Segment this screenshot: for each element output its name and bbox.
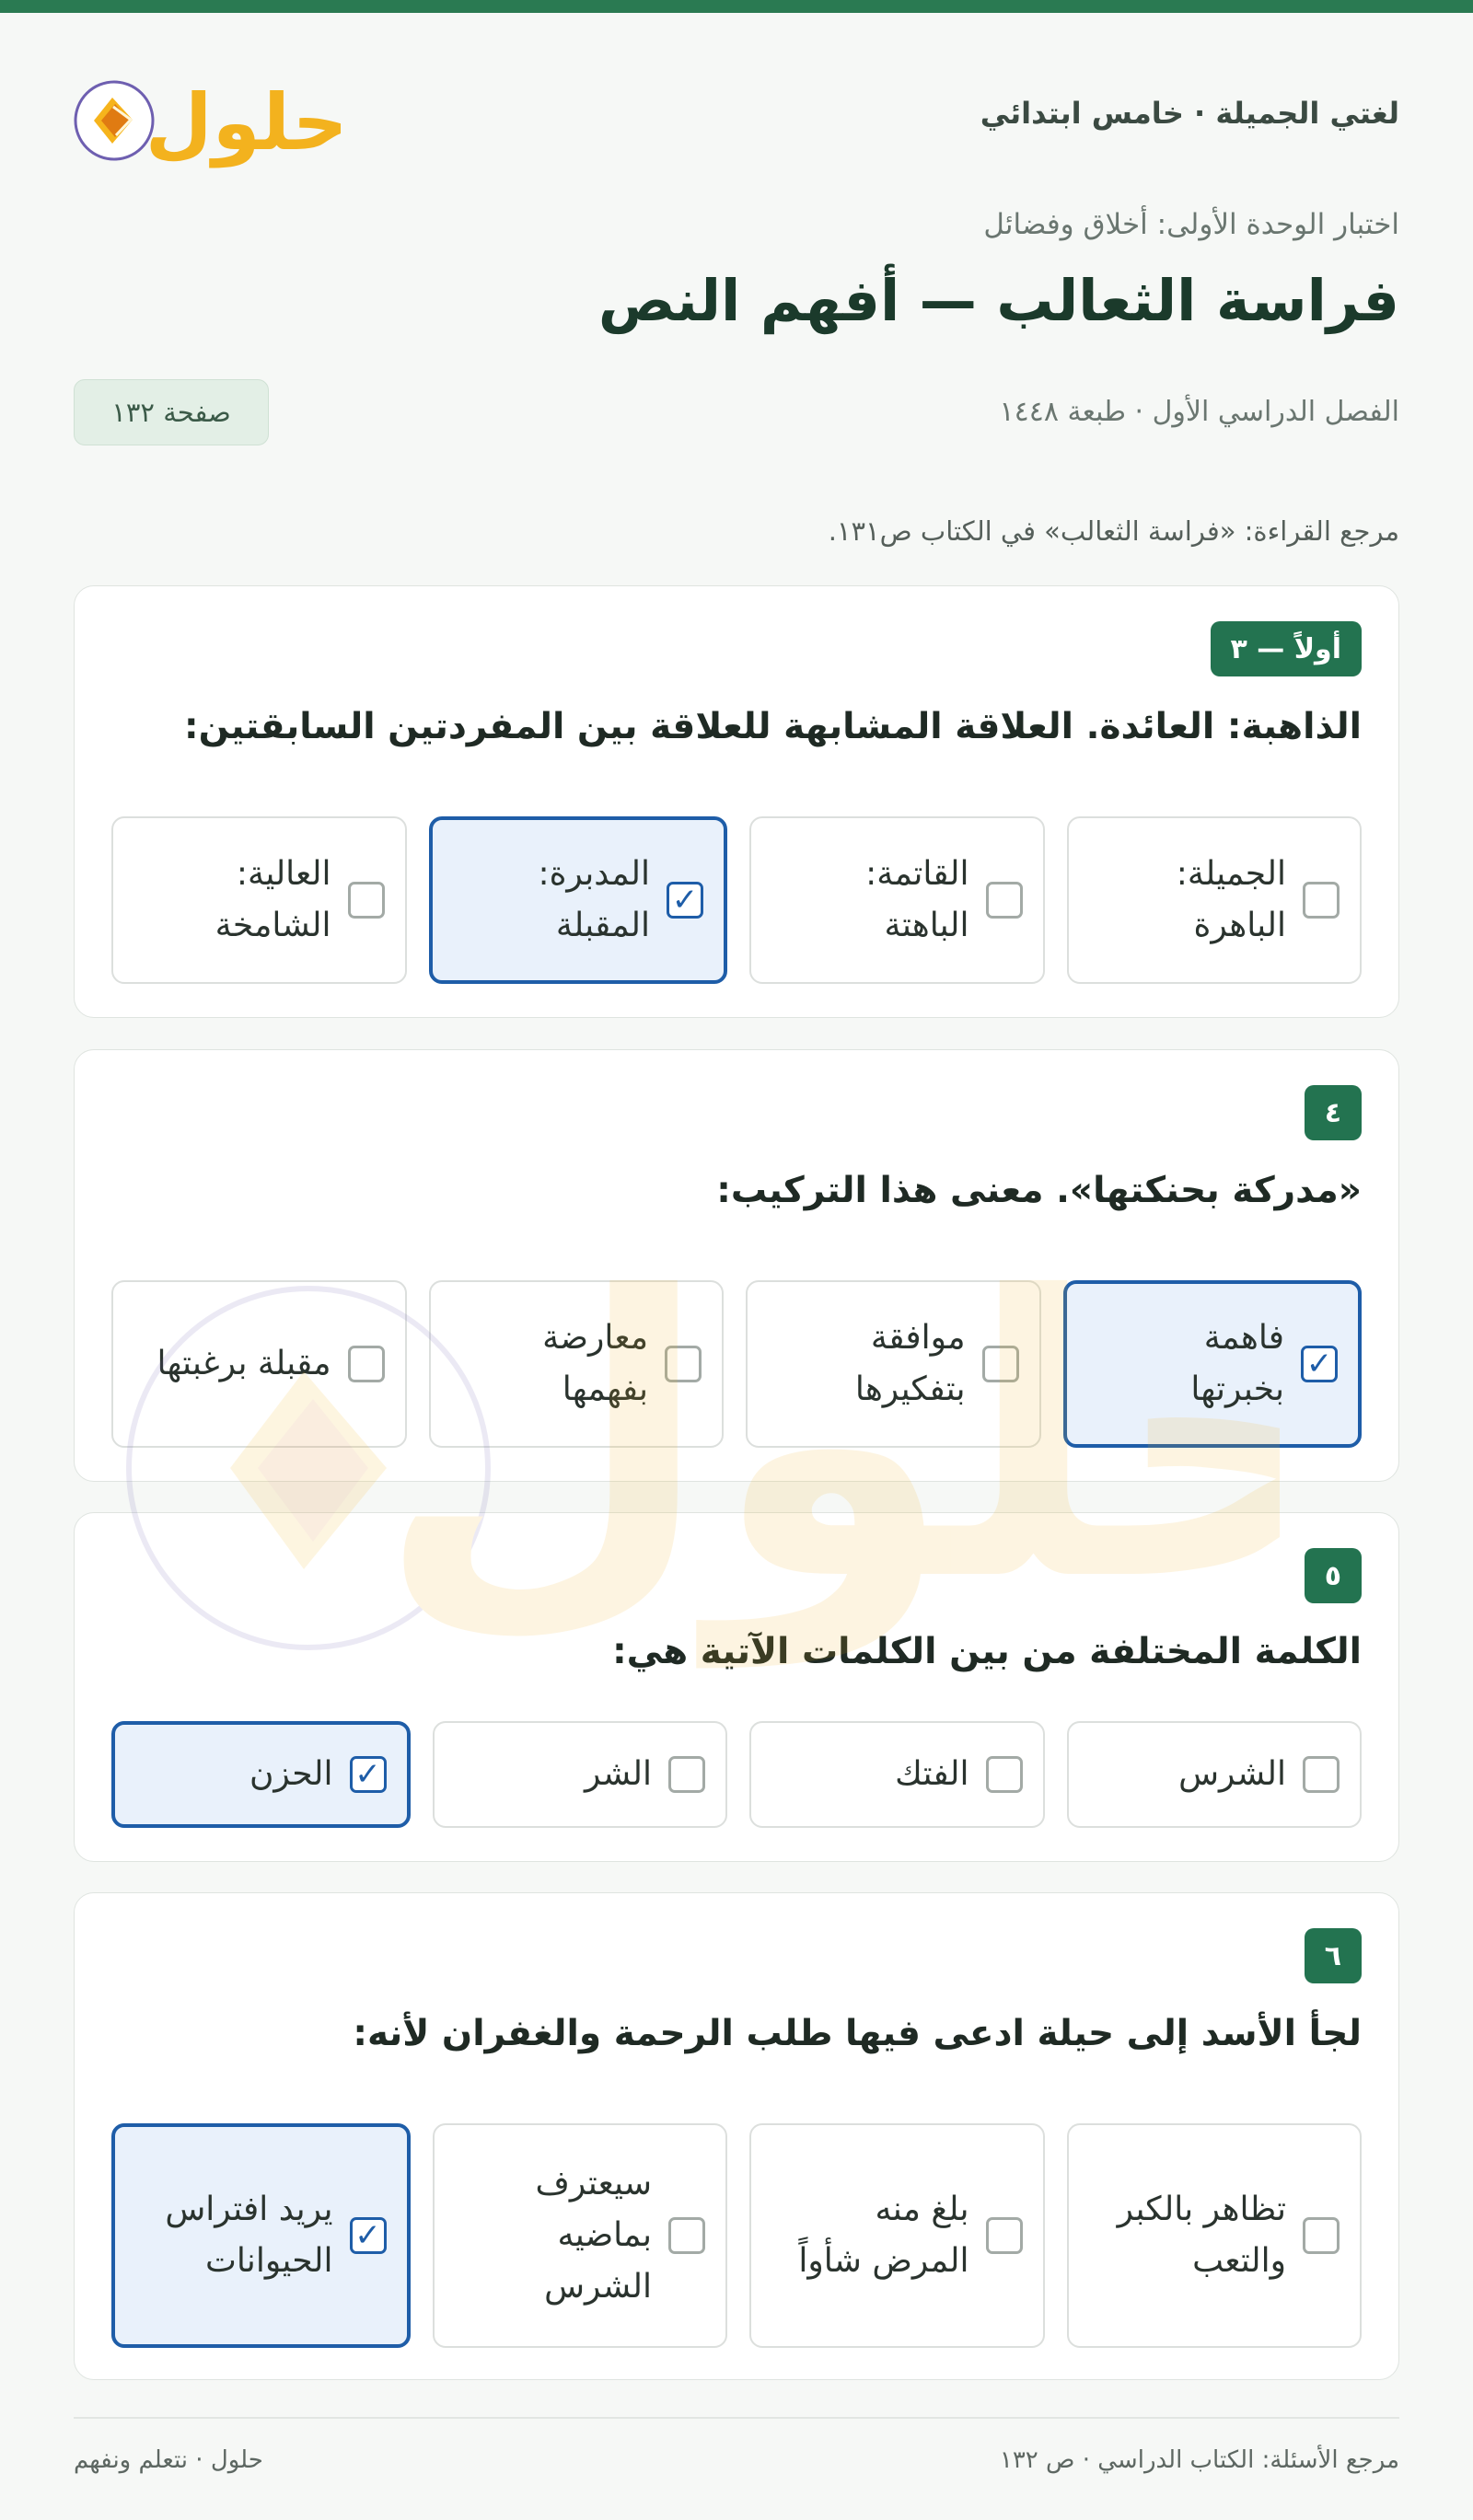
checkmark-icon[interactable]: ✓	[1301, 1346, 1338, 1382]
question-number-badge: أولاً — ٣	[1211, 621, 1362, 676]
option-label: موافقة بتفكيرها	[854, 1319, 966, 1408]
options-row	[111, 2123, 1362, 2348]
book-logo-icon	[74, 64, 341, 175]
option-4[interactable]	[111, 816, 407, 984]
unit-line: اختبار الوحدة الأولى: أخلاق وفضائل	[983, 208, 1399, 241]
option-label: معارضة بفهمها	[542, 1319, 648, 1408]
option-4-selected[interactable]	[111, 1721, 411, 1828]
question-card-5	[74, 1512, 1399, 1862]
reading-reference: مرجع القراءة: «فراسة الثعالب» في الكتاب ص١٣١.	[828, 515, 1399, 547]
option-label: القاتمة: الباهتة	[865, 855, 969, 944]
page-title: فراسة الثعالب — أفهم النص	[597, 267, 1399, 334]
option-label: الفتك	[895, 1755, 969, 1794]
footer-reference: مرجع الأسئلة: الكتاب الدراسي · ص ١٣٢	[999, 2446, 1399, 2474]
question-card-3	[74, 585, 1399, 1018]
option-3[interactable]	[433, 2123, 728, 2348]
question-text: الكلمة المختلفة من بين الكلمات الآتية هي:	[612, 1631, 1362, 1672]
top-accent-bar	[0, 0, 1473, 13]
option-label: يريد افتراس الحيوانات	[165, 2191, 333, 2280]
checkbox-icon[interactable]	[986, 882, 1023, 919]
option-1-selected[interactable]	[1063, 1280, 1363, 1448]
option-label: العالية: الشامخة	[215, 855, 331, 944]
checkbox-icon[interactable]	[986, 1756, 1023, 1793]
option-1[interactable]	[1067, 1721, 1363, 1828]
checkmark-icon[interactable]: ✓	[350, 2217, 387, 2254]
option-2[interactable]	[749, 1721, 1045, 1828]
question-text: «مدركة بحنكتها». معنى هذا التركيب:	[716, 1170, 1362, 1211]
checkbox-icon[interactable]	[1303, 882, 1340, 919]
question-number-badge: ٤	[1305, 1085, 1362, 1140]
footer-divider	[74, 2417, 1399, 2419]
page-header	[74, 64, 1399, 175]
checkbox-icon[interactable]	[1303, 2217, 1340, 2254]
question-card-4	[74, 1049, 1399, 1482]
brand-logo[interactable]	[74, 64, 341, 175]
option-2[interactable]	[749, 816, 1045, 984]
options-row	[111, 1721, 1362, 1828]
question-text: الذاهبة: العائدة. العلاقة المشابهة للعلاقة بين المفردتين السابقتين:	[184, 706, 1362, 747]
checkbox-icon[interactable]	[668, 1756, 705, 1793]
subject-title: لغتي الجميلة · خامس ابتدائي	[980, 96, 1399, 131]
option-label: فاهمة بخبرتها	[1190, 1319, 1284, 1408]
page-number-badge: صفحة ١٣٢	[74, 379, 269, 445]
option-3-selected[interactable]	[429, 816, 728, 984]
question-number-badge: ٦	[1305, 1928, 1362, 1983]
question-number-badge: ٥	[1305, 1548, 1362, 1603]
option-3[interactable]	[433, 1721, 728, 1828]
option-4-selected[interactable]	[111, 2123, 411, 2348]
checkbox-icon[interactable]	[986, 2217, 1023, 2254]
option-2[interactable]	[746, 1280, 1041, 1448]
option-label: المدبرة: المقبلة	[538, 855, 650, 944]
checkmark-icon[interactable]: ✓	[350, 1756, 387, 1793]
checkbox-icon[interactable]	[668, 2217, 705, 2254]
question-card-6	[74, 1892, 1399, 2380]
footer-brand: حلول · نتعلم ونفهم	[74, 2446, 263, 2474]
option-4[interactable]	[111, 1280, 407, 1448]
logo-wordmark: حلول	[145, 77, 341, 168]
edition-line: الفصل الدراسي الأول · طبعة ١٤٤٨	[999, 396, 1399, 428]
option-3[interactable]	[429, 1280, 725, 1448]
options-row	[111, 816, 1362, 984]
option-label: مقبلة برغبتها	[157, 1345, 331, 1383]
option-1[interactable]	[1067, 816, 1363, 984]
option-label: الشر	[585, 1755, 652, 1794]
checkbox-icon[interactable]	[348, 882, 385, 919]
checkbox-icon[interactable]	[348, 1346, 385, 1382]
option-2[interactable]	[749, 2123, 1045, 2348]
option-label: الشرس	[1178, 1755, 1286, 1794]
options-row	[111, 1280, 1362, 1448]
option-label: الجميلة: الباهرة	[1176, 855, 1286, 944]
option-label: تظاهر بالكبر والتعب	[1117, 2191, 1286, 2280]
checkmark-icon[interactable]: ✓	[667, 882, 703, 919]
question-text: لجأ الأسد إلى حيلة ادعى فيها طلب الرحمة والغفران لأنه:	[353, 2013, 1362, 2054]
checkbox-icon[interactable]	[665, 1346, 702, 1382]
option-1[interactable]	[1067, 2123, 1363, 2348]
checkbox-icon[interactable]	[1303, 1756, 1340, 1793]
option-label: بلغ منه المرض شأواً	[798, 2191, 969, 2280]
option-label: سيعترف بماضيه الشرس	[535, 2165, 652, 2306]
option-label: الحزن	[249, 1755, 333, 1794]
checkbox-icon[interactable]	[982, 1346, 1019, 1382]
